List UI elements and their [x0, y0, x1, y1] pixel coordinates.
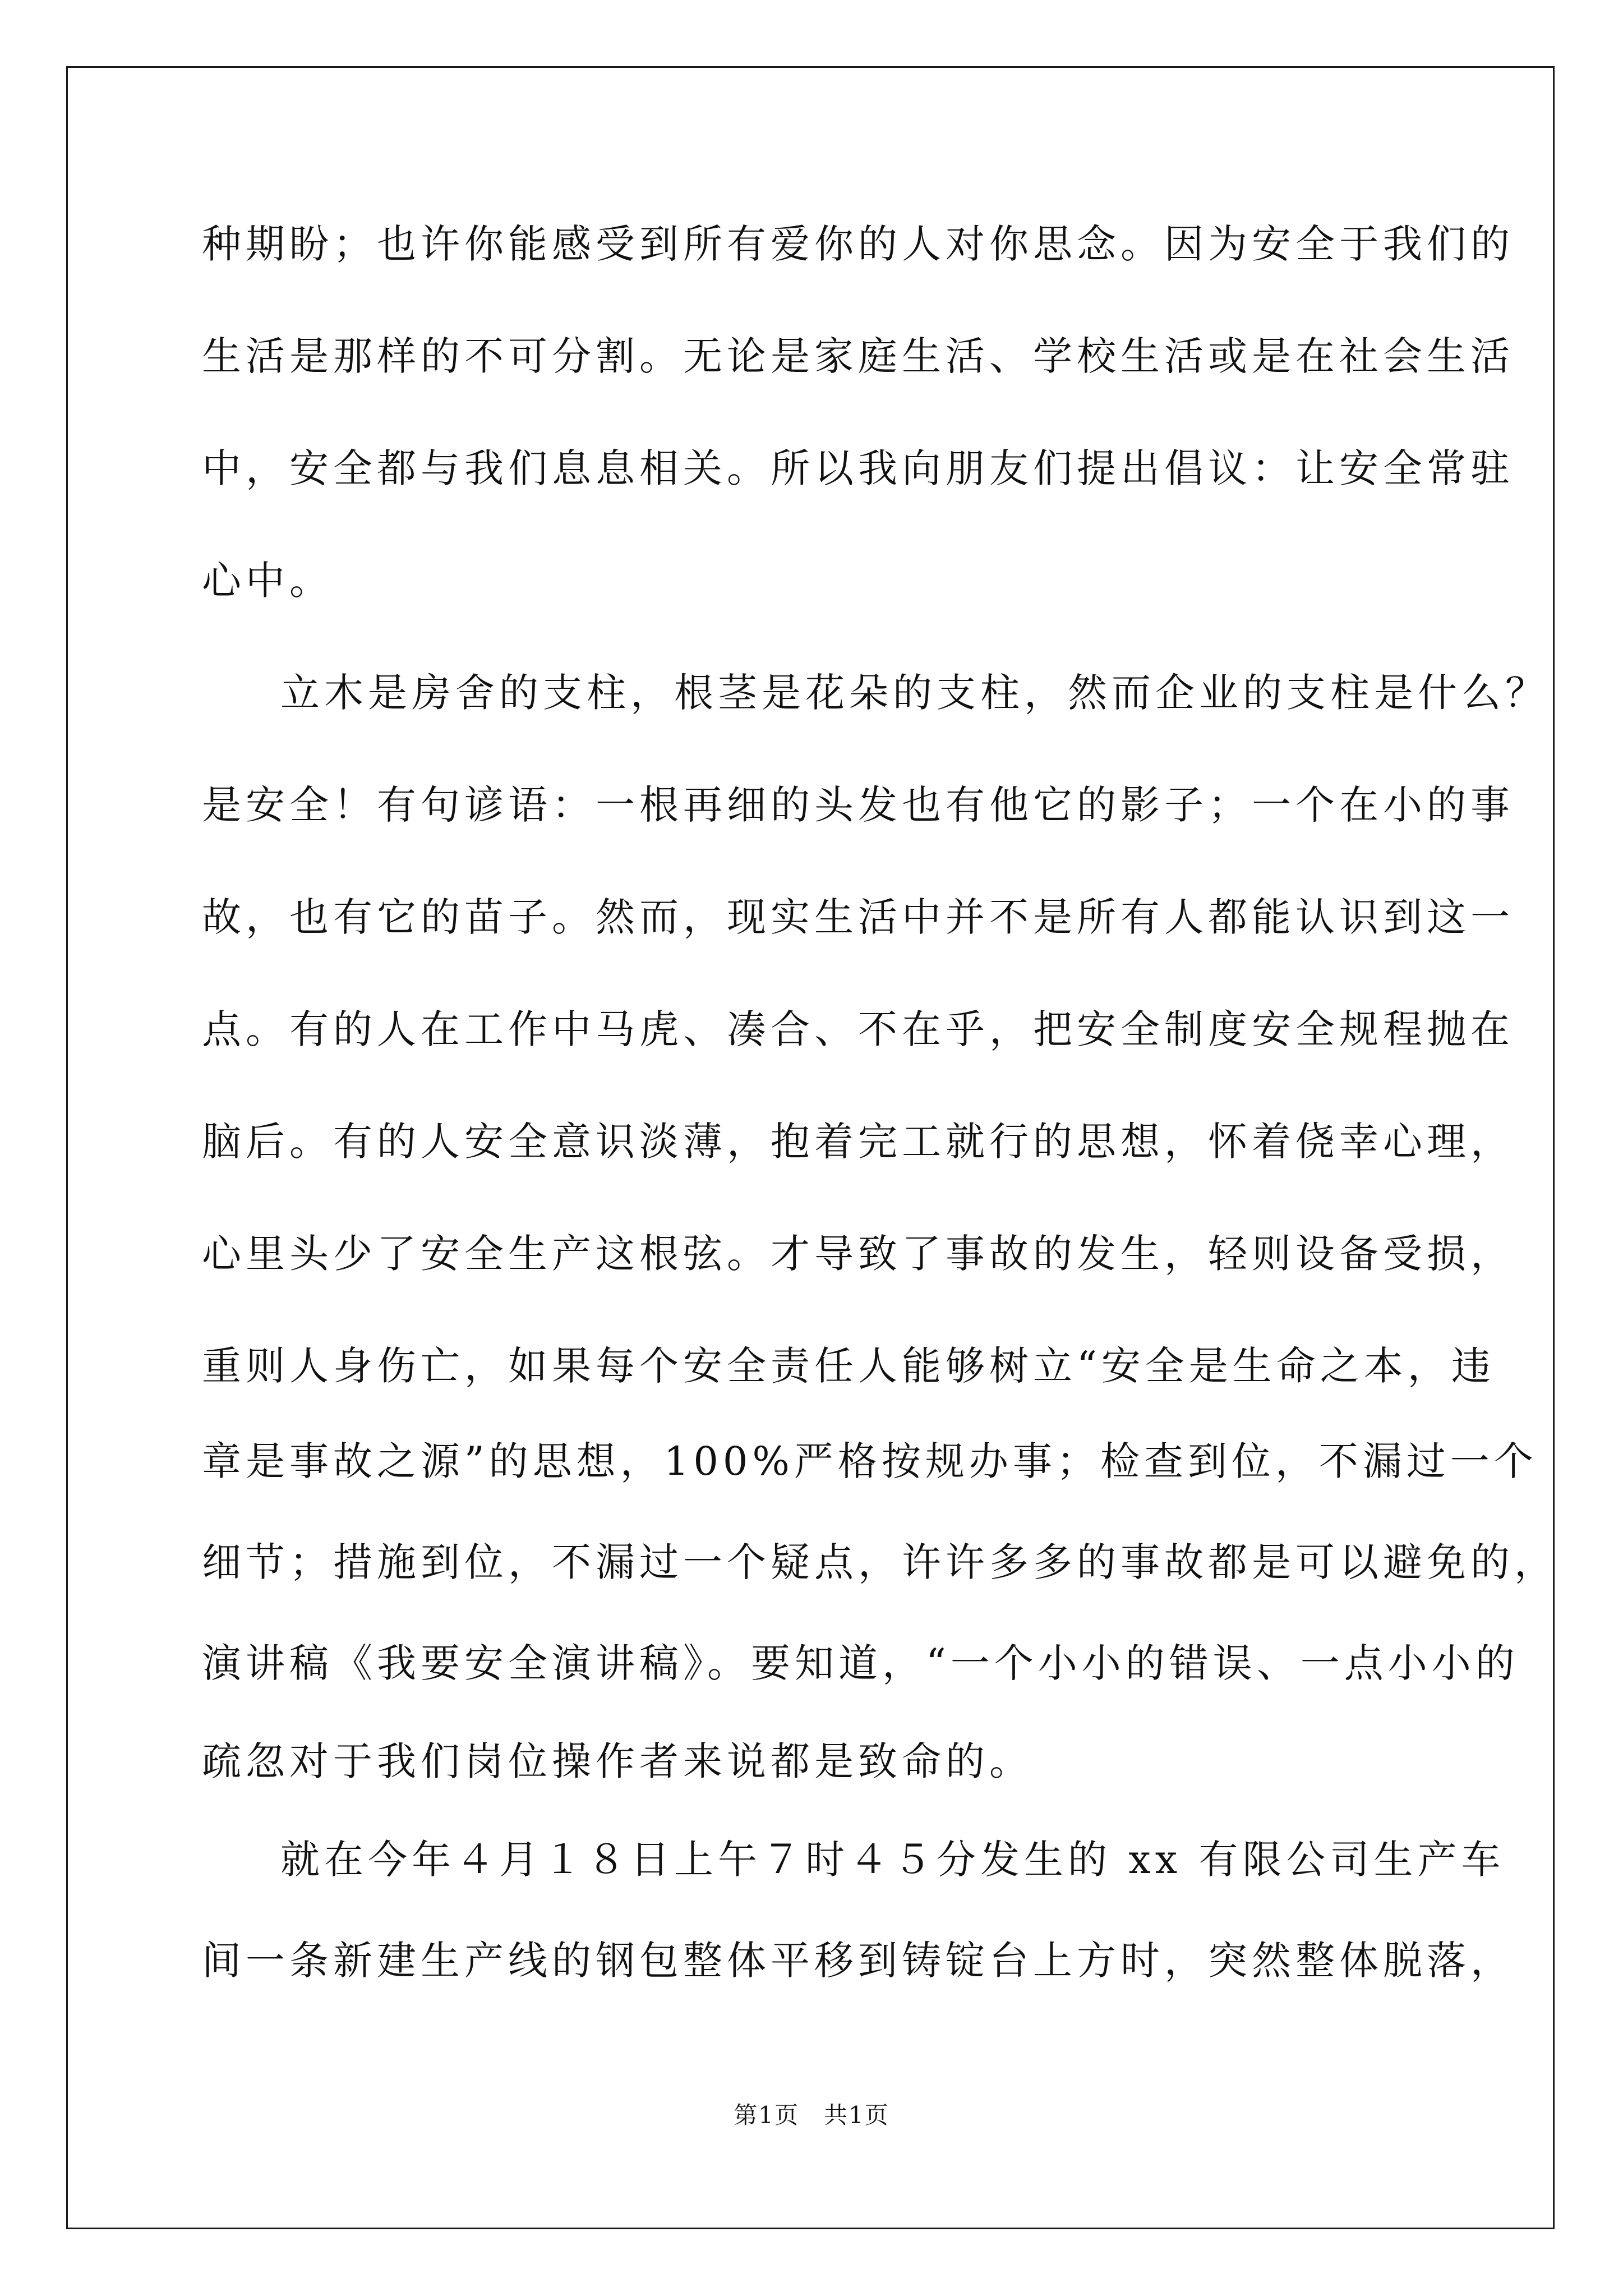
- body-line: 疏忽对于我们岗位操作者来说都是致命的。: [202, 1738, 1033, 1784]
- body-line: 种期盼；也许你能感受到所有爱你的人对你思念。因为安全于我们的: [202, 221, 1514, 267]
- body-line: 演讲稿《我要安全演讲稿》。要知道，“一个小小的错误、一点小小的: [202, 1640, 1519, 1686]
- body-line: 就在今年４月１８日上午７时４５分发生的 xx 有限公司生产车: [280, 1837, 1505, 1883]
- body-line: 重则人身伤亡，如果每个安全责任人能够树立“安全是生命之本，违: [202, 1343, 1495, 1389]
- body-line: 是安全！有句谚语：一根再细的头发也有他它的影子；一个在小的事: [202, 782, 1514, 828]
- body-line: 间一条新建生产线的钢包整体平移到铸锭台上方时，突然整体脱落，: [202, 1938, 1514, 1984]
- body-line: 章是事故之源”的思想，100%严格按规办事；检查到位，不漏过一个: [202, 1438, 1538, 1484]
- body-line: 中，安全都与我们息息相关。所以我向朋友们提出倡议：让安全常驻: [202, 445, 1514, 491]
- body-line: 故，也有它的苗子。然而，现实生活中并不是所有人都能认识到这一: [202, 894, 1514, 940]
- body-line: 生活是那样的不可分割。无论是家庭生活、学校生活或是在社会生活: [202, 333, 1514, 379]
- body-line: 点。有的人在工作中马虎、凑合、不在乎，把安全制度安全规程抛在: [202, 1006, 1514, 1052]
- body-line: 心里头少了安全生产这根弦。才导致了事故的发生，轻则设备受损，: [202, 1231, 1514, 1277]
- body-line: 立木是房舍的支柱，根茎是花朵的支柱，然而企业的支柱是什么？: [280, 670, 1549, 716]
- body-line: 心中。: [202, 558, 333, 604]
- page-number: 第1页 共1页: [734, 2101, 889, 2129]
- body-line: 脑后。有的人安全意识淡薄，抱着完工就行的思想，怀着侥幸心理，: [202, 1119, 1514, 1165]
- body-line: 细节；措施到位，不漏过一个疑点，许许多多的事故都是可以避免的，: [202, 1539, 1558, 1585]
